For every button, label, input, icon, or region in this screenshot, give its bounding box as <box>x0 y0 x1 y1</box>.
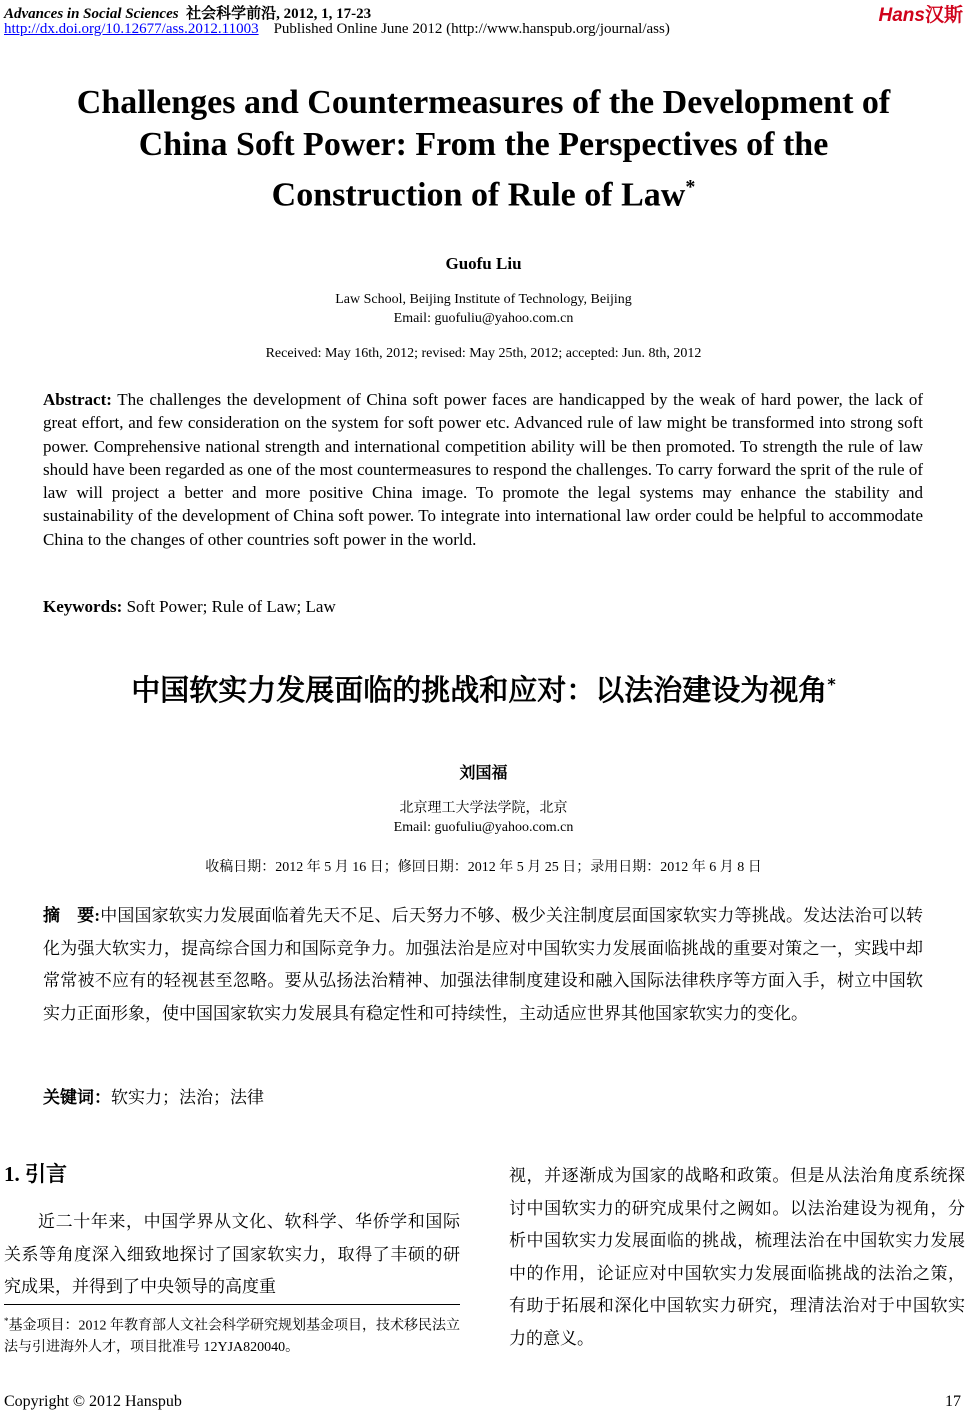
body-column-left: 近二十年来，中国学界从文化、软科学、华侨学和国际关系等角度深入细致地探讨了国家软实力，取得了丰硕的研究成果，并得到了中央领导的高度重 <box>4 1212 460 1296</box>
author: Guofu Liu <box>445 254 522 273</box>
doi-link[interactable]: http://dx.doi.org/10.12677/ass.2012.11003 <box>4 21 259 37</box>
body-column-right: 视，并逐渐成为国家的战略和政策。但是从法治角度系统探讨中国软实力的研究成果付之阙如。以法治建设为视角，分析中国软实力发展面临的挑战，梳理法治在中国软实力发展中的作用，论证应对中国软实力发展面临挑战的法治之策，有助于拓展和深化中国软实力研究，理清法治对于中国软实力的意义。 <box>509 1166 965 1348</box>
copyright: Copyright © 2012 Hanspub <box>4 1393 182 1410</box>
journal-name: Advances in Social Sciences <box>4 6 179 22</box>
email: Email: guofuliu@yahoo.com.cn <box>393 311 574 326</box>
dates: Received: May 16th, 2012; revised: May 25th, 2012; accepted: Jun. 8th, 2012 <box>265 346 702 361</box>
abstract <box>43 388 923 551</box>
footnote-mark: * <box>4 1316 9 1326</box>
chinese-email: Email: guofuliu@yahoo.com.cn <box>393 820 574 835</box>
chinese-abstract-text: 中国国家软实力发展面临着先天不足、后天努力不够、极少关注制度层面国家软实力等挑战。发达法治可以转化为强大软实力，提高综合国力和国际竞争力。加强法治是应对中国软实力发展面临挑战的重要对策之一，实践中却常常被不应有的轻视甚至忽略。要从弘扬法治精神、加强法律制度建设和融入国际法律秩序等方面入手，树立中国软实力正面形象，使中国国家软实力发展具有稳定性和可持续性，主动适应世界其他国家软实力的变化。 <box>43 906 923 1023</box>
chinese-affiliation-block <box>0 799 967 837</box>
chinese-title-mark: * <box>827 674 836 694</box>
chinese-affiliation: 北京理工大学法学院，北京 <box>399 801 568 816</box>
publisher-logo <box>879 0 963 27</box>
chinese-abstract <box>43 900 923 1030</box>
affiliation-block <box>0 290 967 328</box>
chinese-keywords-text: 软实力；法治；法律 <box>111 1088 264 1107</box>
journal-header <box>4 2 371 23</box>
keywords-label: Keywords: <box>43 597 123 616</box>
paper-title <box>40 82 927 216</box>
title-text: Challenges and Countermeasures of the Development of China Soft Power: From the Perspectives of the Construction of Rule of Law <box>76 84 891 214</box>
doi-line <box>4 21 670 38</box>
published-info: Published Online June 2012 (http://www.hanspub.org/journal/ass) <box>273 21 670 37</box>
page-number: 17 <box>945 1393 961 1410</box>
keywords <box>43 595 923 618</box>
chinese-dates: 收稿日期：2012 年 5 月 16 日；修回日期：2012 年 5 月 25 日；录用日期：2012 年 6 月 8 日 <box>205 860 762 875</box>
title-footnote-mark: * <box>685 176 696 198</box>
chinese-keywords-label: 关键词： <box>43 1088 111 1107</box>
section-heading: 1. 引言 <box>4 1162 67 1186</box>
abstract-text: The challenges the development of China soft power faces are handicapped by the weak of hard power, the lack of great effort, and few consideration on the system for soft power etc. Advanced rule of law might be transformed into strong soft power. Comprehensive national strength and international competition ability will be then promoted. To strength the rule of law should have been regarded as one of the most countermeasures to respond the challenges. To carry forward the sprit of the rule of law will project a better and more positive China image. To promote the legal systems may enhance the stability and sustainability of the development of China soft power. To integrate into international law order could be helpful to accommodate China to the changes of other countries soft power in the world. <box>43 390 923 549</box>
chinese-abstract-label: 摘 要: <box>43 906 101 925</box>
affiliation: Law School, Beijing Institute of Technology, Beijing <box>335 292 632 307</box>
footnote <box>4 1311 460 1358</box>
abstract-label: Abstract: <box>43 390 112 409</box>
chinese-title-text: 中国软实力发展面临的挑战和应对：以法治建设为视角 <box>131 673 828 707</box>
footnote-divider <box>4 1304 460 1305</box>
footnote-text: 基金项目：2012 年教育部人文社会科学研究规划基金项目，技术移民法立法与引进海外人才，项目批准号 12YJA820040。 <box>4 1318 460 1355</box>
logo-en: Hans <box>878 5 925 26</box>
journal-citation: 社会科学前沿, 2012, 1, 17-23 <box>186 6 372 22</box>
chinese-title <box>40 668 927 709</box>
chinese-author: 刘国福 <box>459 765 508 782</box>
chinese-keywords <box>43 1083 264 1108</box>
logo-cn: 汉斯 <box>924 5 963 26</box>
keywords-text: Soft Power; Rule of Law; Law <box>126 597 336 616</box>
